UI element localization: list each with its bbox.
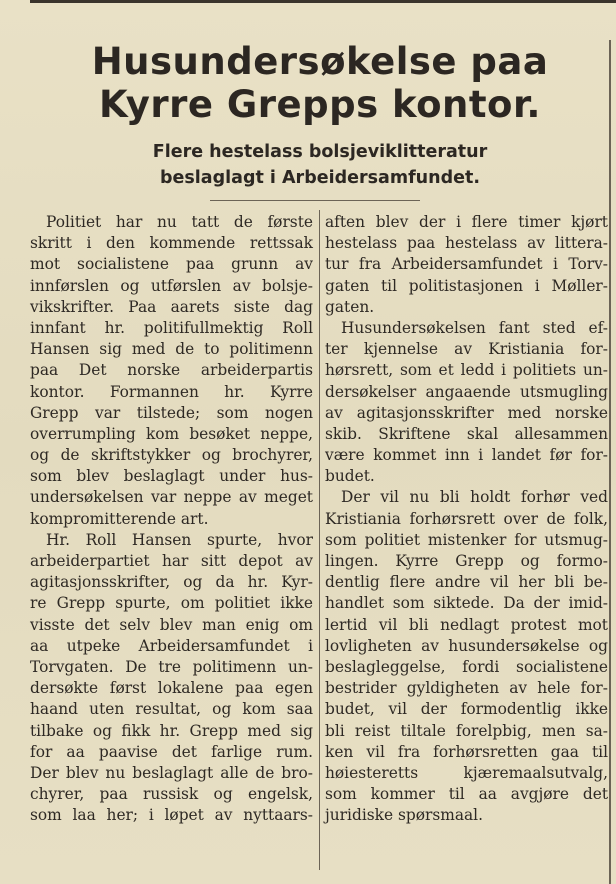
- body-line: bestrider gyldigheten av hele for-: [325, 679, 608, 698]
- body-line: som blev beslaglagt under hus-: [30, 467, 313, 486]
- subheadline-line-1: Flere hestelass bolsjeviklitteratur: [152, 142, 488, 162]
- body-line: lingen. Kyrre Grepp og formo-: [325, 552, 608, 570]
- body-line: som laa her; i løpet av nyttaars-: [30, 806, 313, 825]
- body-line: undersøkelsen var neppe av meget: [30, 488, 313, 507]
- body-line: arbeiderpartiet har sitt depot av: [30, 552, 313, 570]
- body-line: hestelass paa hestelass av littera-: [325, 234, 608, 253]
- body-line: aften blev der i flere timer kjørt: [325, 213, 608, 231]
- heading-divider: [210, 200, 420, 201]
- body-line: som kommer til aa avgjøre det: [325, 785, 608, 804]
- body-line: skib. Skriftene skal allesammen: [325, 424, 608, 443]
- body-line: Grepp var tilstede; som nogen: [30, 403, 313, 422]
- body-line: dentlig flere andre vil her bli be-: [325, 573, 608, 592]
- right-column: [325, 212, 608, 826]
- body-line: innførslen og utførslen av bolsje-: [30, 276, 313, 295]
- body-line: tilbake og fikk hr. Grepp med sig: [30, 721, 313, 740]
- body-line: kompromitterende art.: [30, 509, 209, 528]
- body-line: vikskrifter. Paa aarets siste dag: [30, 297, 313, 316]
- body-line: Hr. Roll Hansen spurte, hvor: [46, 530, 313, 549]
- body-line: gaten.: [325, 297, 375, 316]
- body-line: Husundersøkelsen fant sted ef-: [341, 318, 608, 337]
- body-line: lertid vil bli nedlagt protest mot: [325, 615, 608, 634]
- body-line: innfant hr. politifullmektig Roll: [30, 318, 313, 337]
- body-line: lovligheten av husundersøkelse og: [325, 636, 608, 655]
- body-line: gaten til politistasjonen i Møller-: [325, 276, 608, 295]
- body-line: Der blev nu beslaglagt alle de bro-: [30, 763, 313, 782]
- body-line: for aa paavise det farlige rum.: [30, 742, 313, 761]
- column-divider: [319, 210, 320, 870]
- body-line: skritt i den kommende rettssak: [30, 234, 313, 253]
- body-line: handlet som siktede. Da der imid-: [325, 594, 608, 613]
- body-line: beslagleggelse, fordi socialistene: [325, 657, 608, 676]
- body-line: Hansen sig med de to politimenn: [30, 340, 313, 359]
- body-line: og de skriftstykker og brochyrer,: [30, 446, 313, 465]
- body-line: Politiet har nu tatt de første: [46, 213, 313, 231]
- body-line: budet.: [325, 467, 375, 486]
- body-line: dersøkelser angaaende utsmugling: [325, 382, 608, 401]
- body-line: høiesteretts kjæremaalsutvalg,: [325, 763, 608, 782]
- body-line: visste det selv blev man enig om: [30, 615, 313, 634]
- body-line: være kommet inn i landet før for-: [325, 446, 608, 465]
- body-line: ter kjennelse av Kristiania for-: [325, 340, 608, 359]
- body-line: som politiet mistenker for utsmug-: [325, 530, 608, 549]
- body-line: Kristiania forhørsrett over de folk,: [325, 509, 608, 528]
- body-line: haand uten resultat, og kom saa: [30, 700, 313, 719]
- body-line: juridiske spørsmaal.: [325, 806, 483, 825]
- body-line: paa Det norske arbeiderpartis: [30, 361, 313, 380]
- body-line: budet, vil der formodentlig ikke: [325, 700, 608, 719]
- top-border-rule: [30, 0, 616, 3]
- body-line: dersøkte først lokalene paa egen: [30, 679, 313, 698]
- left-column: [30, 212, 313, 826]
- body-line: tur fra Arbeidersamfundet i Torv-: [325, 255, 608, 274]
- body-line: Torvgaten. De tre politimenn un-: [30, 657, 313, 676]
- headline-line-1: Husundersøkelse paa: [91, 40, 549, 83]
- headline-line-2: Kyrre Grepps kontor.: [99, 83, 541, 126]
- body-line: agitasjonsskrifter, og da hr. Kyr-: [30, 573, 313, 592]
- subheadline-line-2: beslaglagt i Arbeidersamfundet.: [159, 168, 481, 188]
- body-line: kontor. Formannen hr. Kyrre: [30, 382, 313, 401]
- body-line: chyrer, paa russisk og engelsk,: [30, 785, 313, 804]
- body-line: overrumpling kom besøket neppe,: [30, 424, 313, 443]
- right-border-rule: [609, 40, 611, 884]
- body-line: mot socialistene paa grunn av: [30, 255, 313, 274]
- body-line: av agitasjonsskrifter med norske: [325, 403, 608, 422]
- body-line: aa utpeke Arbeidersamfundet i: [30, 636, 313, 655]
- body-line: Der vil nu bli holdt forhør ved: [341, 488, 608, 507]
- body-line: re Grepp spurte, om politiet ikke: [30, 594, 313, 613]
- body-line: bli reist tiltale forelpbig, men sa-: [325, 721, 608, 740]
- body-line: hørsrett, som et ledd i politiets un-: [325, 361, 608, 380]
- body-line: ken vil fra forhørsretten gaa til: [325, 742, 608, 761]
